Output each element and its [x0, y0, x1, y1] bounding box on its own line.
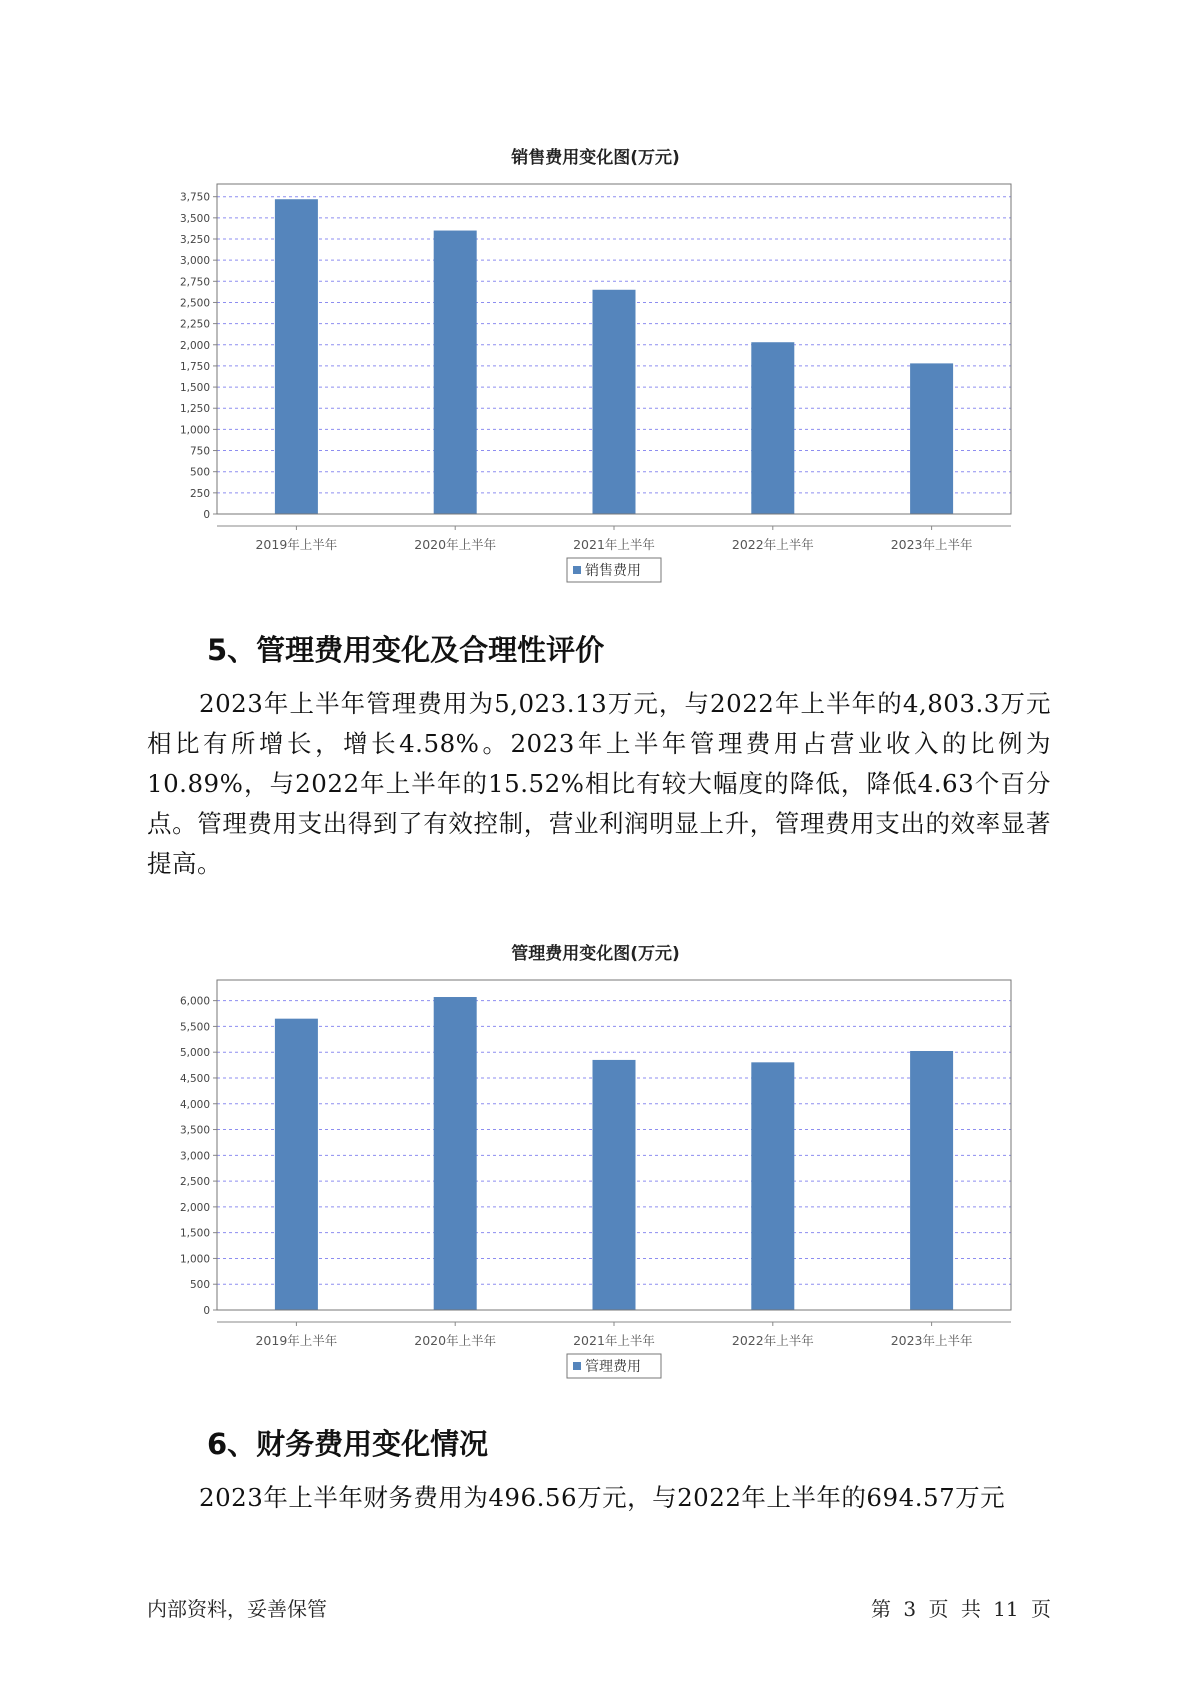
y-tick-label: 6,000 — [179, 995, 210, 1008]
legend-swatch — [573, 1362, 581, 1370]
x-tick-label: 2021年上半年 — [573, 537, 655, 552]
y-tick-label: 5,500 — [179, 1021, 210, 1034]
y-tick-label: 4,000 — [179, 1098, 210, 1111]
y-tick-label: 2,500 — [179, 297, 210, 310]
y-tick-label: 0 — [203, 1305, 210, 1317]
x-tick-label: 2019年上半年 — [255, 537, 338, 552]
y-tick-label: 1,250 — [179, 403, 210, 416]
y-tick-label: 4,500 — [179, 1072, 210, 1085]
section-heading-5: 5、管理费用变化及合理性评价 — [207, 633, 605, 667]
y-tick-label: 0 — [203, 509, 210, 521]
y-tick-label: 250 — [189, 487, 210, 500]
y-tick-label: 3,000 — [179, 255, 210, 268]
y-tick-label: 750 — [189, 445, 210, 458]
y-tick-label: 2,000 — [179, 339, 210, 352]
y-tick-label: 2,500 — [179, 1176, 210, 1189]
footer-page-number: 第 3 页 共 11 页 — [871, 1597, 1051, 1621]
chart-title-sales-expense: 销售费用变化图(万元) — [511, 148, 680, 168]
x-tick-label: 2022年上半年 — [731, 1333, 814, 1348]
bar — [910, 1051, 953, 1310]
y-tick-label: 2,750 — [179, 276, 210, 289]
x-tick-label: 2022年上半年 — [731, 537, 814, 552]
y-tick-label: 2,250 — [179, 318, 210, 331]
section-body-6: 2023年上半年财务费用为496.56万元，与2022年上半年的694.57万元 — [199, 1483, 1006, 1512]
y-tick-label: 2,000 — [179, 1201, 210, 1214]
y-tick-label: 1,500 — [179, 382, 210, 395]
section-heading-6: 6、财务费用变化情况 — [207, 1427, 489, 1461]
footer-confidential-note: 内部资料，妥善保管 — [147, 1597, 327, 1621]
y-tick-label: 500 — [189, 466, 210, 479]
x-tick-label: 2023年上半年 — [890, 1333, 973, 1348]
legend-label: 管理费用 — [585, 1359, 641, 1375]
section-body-5: 2023年上半年管理费用为5,023.13万元，与2022年上半年的4,803.3万元相比有所增长，增长4.58%。2023年上半年管理费用占营业收入的比例为10.89%，与2022年上半年的15.52%相比有较大幅度的降低，降低4.63个百分点。管理费用支出得到了有效控制，营业利润明显上升，管理费用支出的效率显著提高。 — [147, 689, 1051, 878]
x-tick-label: 2020年上半年 — [414, 1333, 497, 1348]
y-tick-label: 1,000 — [179, 1253, 210, 1266]
y-tick-label: 3,750 — [179, 191, 210, 204]
bar — [275, 1019, 318, 1310]
y-tick-label: 500 — [189, 1279, 210, 1292]
x-tick-label: 2019年上半年 — [255, 1333, 338, 1348]
y-tick-label: 1,500 — [179, 1227, 210, 1240]
bar — [593, 1060, 636, 1310]
y-tick-label: 1,750 — [179, 360, 210, 373]
x-tick-label: 2023年上半年 — [890, 537, 973, 552]
y-tick-label: 3,500 — [179, 212, 210, 225]
bar — [434, 997, 477, 1310]
y-tick-label: 3,000 — [179, 1150, 210, 1163]
legend-label: 销售费用 — [585, 563, 641, 579]
x-tick-label: 2020年上半年 — [414, 537, 497, 552]
y-tick-label: 3,500 — [179, 1124, 210, 1137]
y-tick-label: 3,250 — [179, 234, 210, 246]
y-tick-label: 5,000 — [179, 1047, 210, 1060]
bar — [751, 1062, 794, 1310]
y-tick-label: 1,000 — [179, 424, 210, 437]
chart-title-admin-expense: 管理费用变化图(万元) — [511, 944, 680, 964]
x-tick-label: 2021年上半年 — [573, 1333, 655, 1348]
